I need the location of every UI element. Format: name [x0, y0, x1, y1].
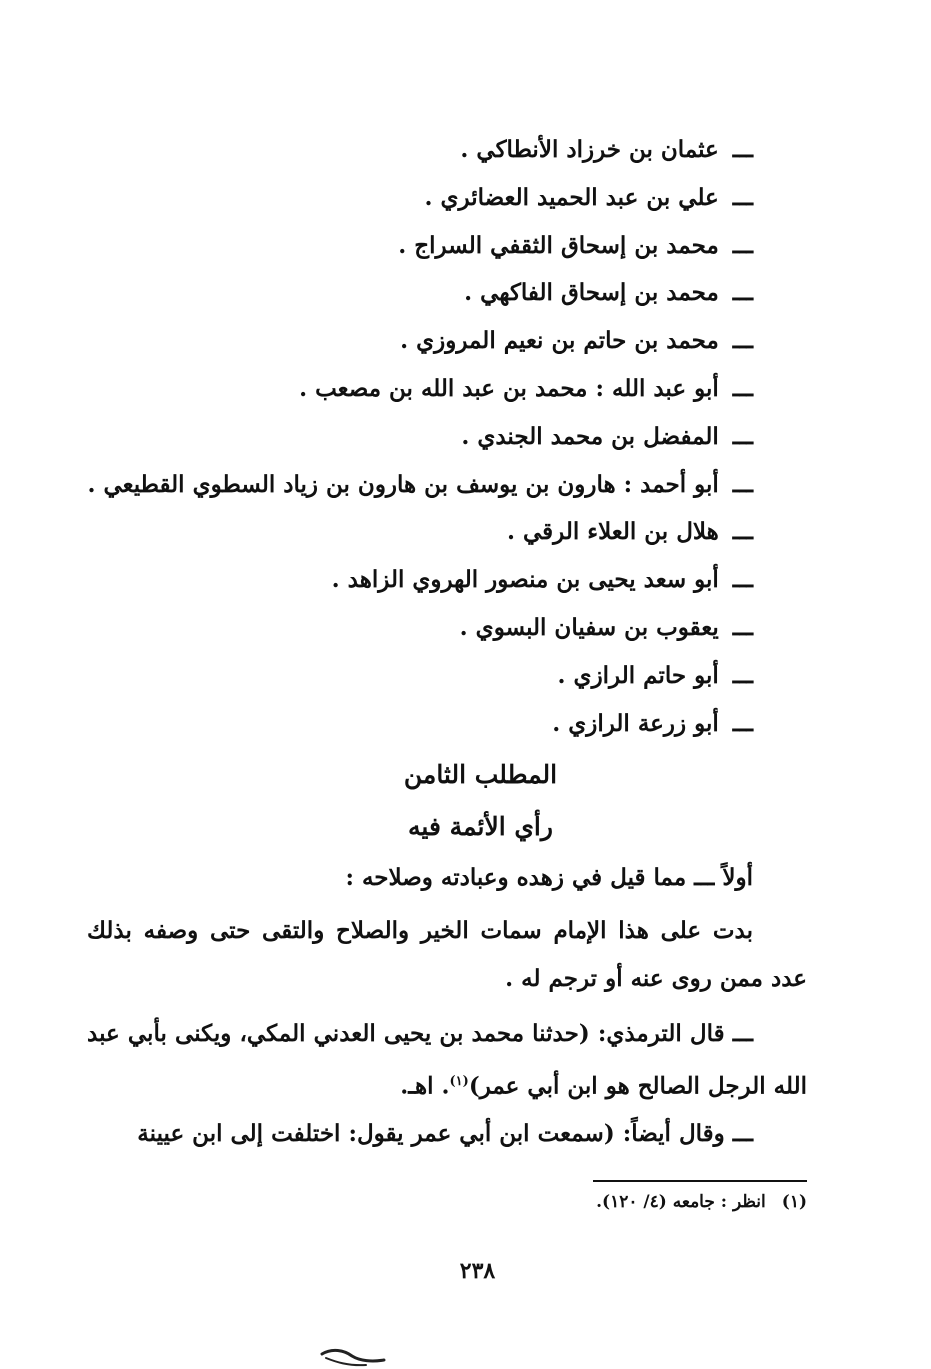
list-item [73, 126, 753, 174]
list-item [73, 269, 753, 317]
paragraph-text: ـــ وقال أيضاً: (سمعت ابن أبي عمر يقول: اختلفت إلى ابن عيينة [137, 1120, 753, 1147]
section-subheading: رأي الأئمة فيه [408, 812, 553, 841]
list-item [73, 652, 753, 700]
list-dash: ـــ [732, 183, 753, 211]
list-dash: ـــ [732, 613, 753, 641]
list-item-text: علي بن عبد الحميد العضائري . [424, 183, 719, 211]
list-item-text: أبو أحمد : هارون بن يوسف بن هارون بن زياد السطوي القطيعي . [87, 470, 719, 498]
footnote-reference[interactable]: (١) [449, 1074, 469, 1089]
second-quote-paragraph [87, 1110, 807, 1158]
list-dash: ـــ [732, 661, 753, 689]
list-item-text: يعقوب بن سفيان البسوي . [459, 613, 719, 641]
paragraph-text-tail: . اهـ. [400, 1072, 450, 1100]
list-item-text: عثمان بن خرزاد الأنطاكي . [460, 136, 719, 163]
list-item-text: محمد بن إسحاق الثقفي السراج . [398, 231, 719, 259]
list-item [73, 317, 753, 365]
list-dash: ـــ [732, 136, 753, 163]
list-item-text: محمد بن حاتم بن نعيم المروزي . [400, 327, 719, 355]
list-item [73, 556, 753, 604]
list-dash: ـــ [732, 327, 753, 355]
list-item [73, 365, 753, 413]
list-dash: ـــ [732, 709, 753, 737]
list-item-text: هلال بن العلاء الرقي . [506, 518, 719, 546]
list-item-text: محمد بن إسحاق الفاكهي . [464, 279, 719, 307]
list-item [73, 508, 753, 556]
list-dash: ـــ [732, 422, 753, 450]
list-dash: ـــ [732, 566, 753, 594]
footnote [596, 1192, 807, 1212]
footnote-divider [593, 1180, 807, 1182]
list-dash: ـــ [732, 470, 753, 498]
list-item [73, 604, 753, 652]
subsection-title: أولاً ـــ مما قيل في زهده وعبادته وصلاحه : [345, 864, 753, 891]
list-dash: ـــ [732, 279, 753, 307]
page-number: ٢٣٨ [459, 1258, 496, 1284]
body-paragraph [87, 907, 807, 1003]
footnote-text: انظر : جامعه (٤/ ١٢٠). [596, 1192, 766, 1212]
footnote-number: (١) [781, 1192, 807, 1212]
list-item-text: أبو عبد الله : محمد بن عبد الله بن مصعب . [299, 374, 719, 402]
pen-mark-icon [318, 1340, 388, 1369]
list-item [73, 461, 753, 509]
section-heading: المطلب الثامن [403, 760, 558, 789]
list-item [73, 700, 753, 748]
paragraph-text: ـــ قال الترمذي: (حدثنا محمد بن يحيى العدني المكي، ويكنى بأبي عبد الله الرجل الصالح هو ابن أبي عمر) [87, 1020, 807, 1100]
list-dash: ـــ [732, 231, 753, 259]
list-item [73, 174, 753, 222]
narrators-list [73, 126, 753, 747]
list-dash: ـــ [732, 374, 753, 402]
list-item-text: أبو سعد يحيى بن منصور الهروي الزاهد . [331, 566, 719, 594]
list-item [73, 413, 753, 461]
list-item-text: المفضل بن محمد الجندي . [461, 422, 719, 450]
tirmidhi-quote-paragraph [87, 1010, 807, 1111]
list-item-text: أبو زرعة الرازي . [552, 709, 719, 737]
list-dash: ـــ [732, 518, 753, 546]
list-item [73, 222, 753, 270]
list-item-text: أبو حاتم الرازي . [557, 661, 719, 689]
paragraph-text: بدت على هذا الإمام سمات الخير والصلاح والتقى حتى وصفه بذلك عدد ممن روى عنه أو ترجم له . [87, 917, 807, 992]
